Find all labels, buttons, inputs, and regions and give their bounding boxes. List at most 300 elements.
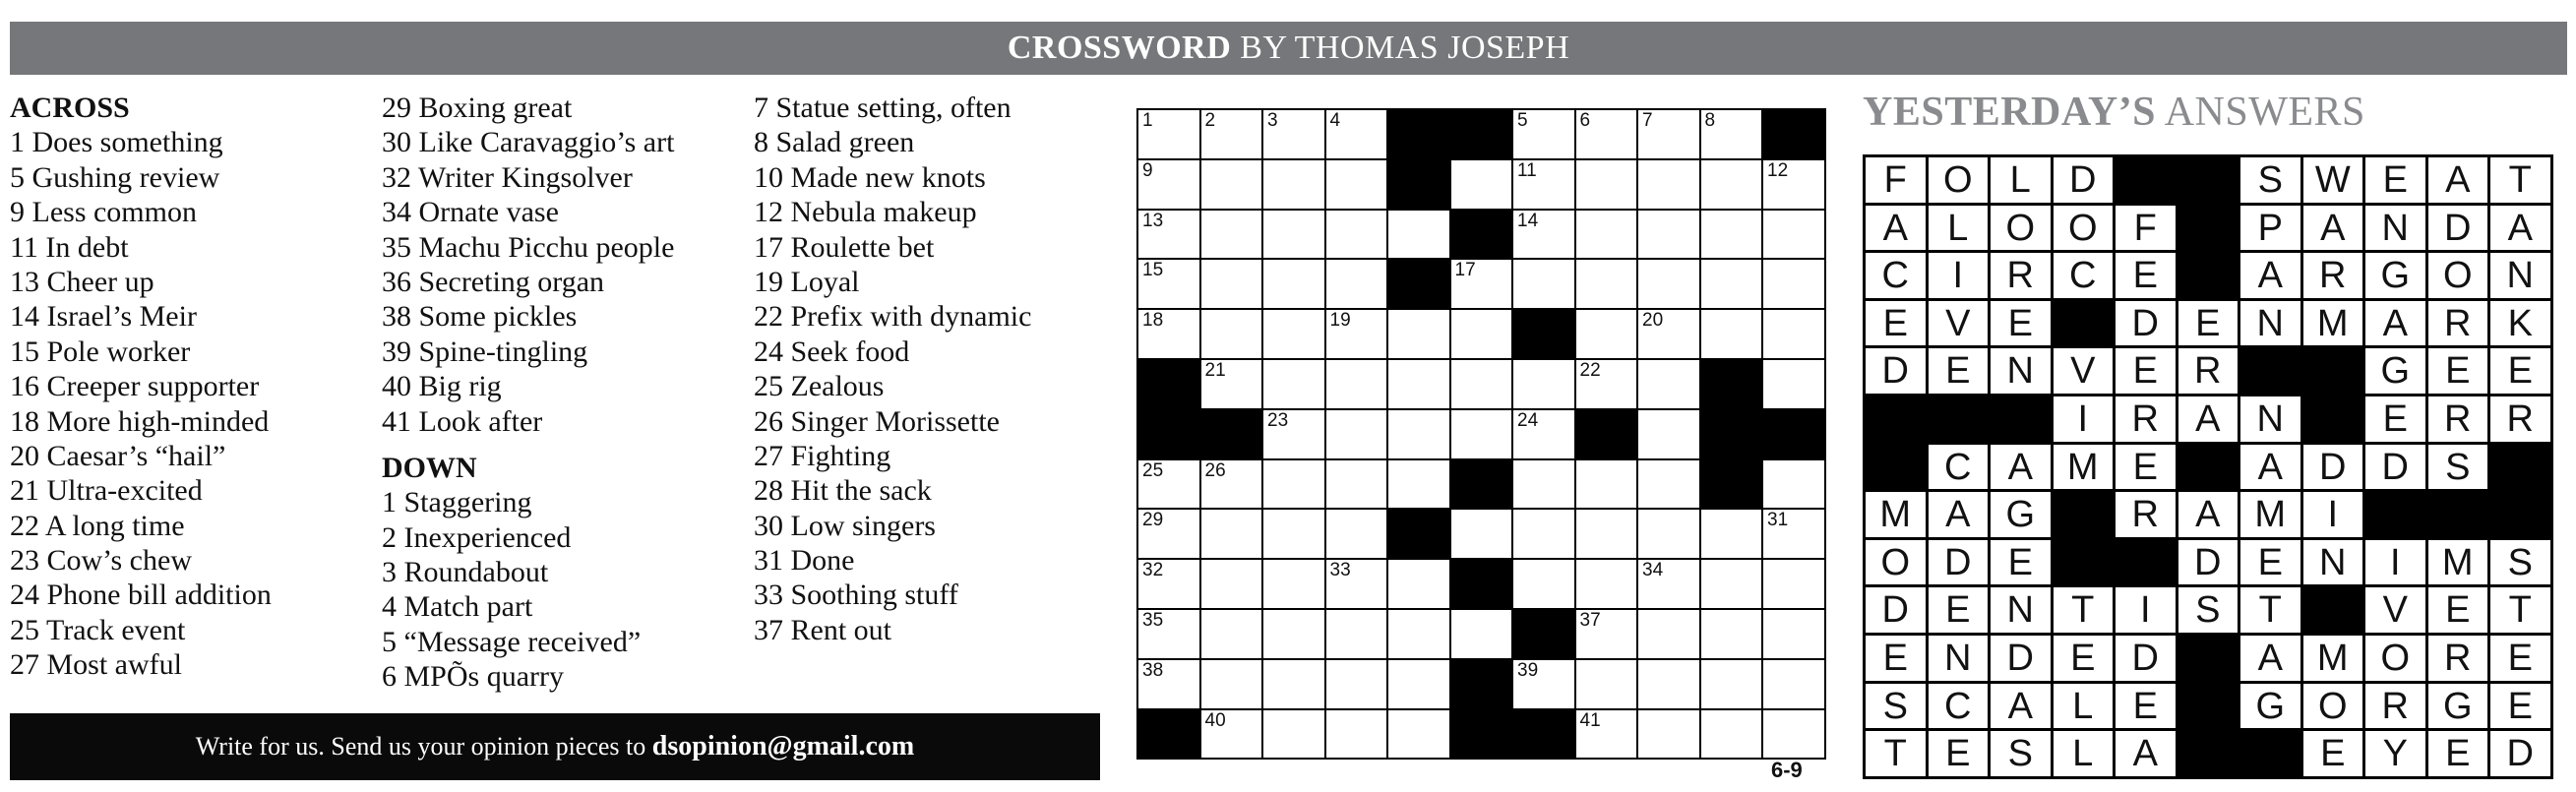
down-clue: 4 Match part bbox=[382, 590, 533, 624]
black-square bbox=[1451, 110, 1514, 160]
grid-cell[interactable] bbox=[1638, 211, 1701, 261]
grid-cell[interactable] bbox=[1263, 410, 1326, 460]
answer-letter: E bbox=[1929, 348, 1992, 396]
grid-cell[interactable] bbox=[1763, 710, 1826, 761]
clue-gap bbox=[382, 439, 674, 451]
cell-number: 3 bbox=[1267, 110, 1278, 131]
black-square bbox=[1138, 410, 1201, 460]
grid-cell[interactable] bbox=[1513, 510, 1576, 560]
grid-cell[interactable] bbox=[1763, 260, 1826, 310]
black-square bbox=[1388, 160, 1451, 211]
answer-black-square bbox=[2054, 301, 2116, 349]
grid-cell[interactable] bbox=[1513, 160, 1576, 211]
grid-cell[interactable] bbox=[1576, 110, 1639, 160]
grid-cell[interactable] bbox=[1388, 460, 1451, 511]
clues-column-3 bbox=[754, 91, 1031, 647]
down-clue: 5 “Message received” bbox=[382, 625, 642, 658]
answer-letter: L bbox=[2054, 684, 2116, 732]
cell-number: 2 bbox=[1204, 110, 1216, 131]
across-clue: 29 Boxing great bbox=[382, 91, 573, 124]
answer-letter: A bbox=[1991, 445, 2054, 493]
answer-letter: C bbox=[1929, 445, 1992, 493]
across-clue: 25 Track event bbox=[10, 613, 186, 646]
cell-number: 18 bbox=[1142, 310, 1164, 332]
down-clue: 25 Zealous bbox=[754, 370, 885, 403]
black-square bbox=[1513, 610, 1576, 660]
grid-cell[interactable] bbox=[1263, 560, 1326, 610]
answer-letter: E bbox=[2178, 301, 2241, 349]
grid-cell[interactable] bbox=[1638, 360, 1701, 410]
answer-letter: A bbox=[2116, 731, 2178, 779]
grid-cell[interactable] bbox=[1263, 160, 1326, 211]
cell-number: 39 bbox=[1517, 659, 1539, 681]
footer-email-link[interactable]: dsopinion@gmail.com bbox=[651, 731, 915, 762]
cell-number: 20 bbox=[1642, 310, 1664, 332]
cell-number: 32 bbox=[1142, 560, 1164, 581]
down-clue: 31 Done bbox=[754, 544, 855, 578]
cell-number: 13 bbox=[1142, 210, 1164, 231]
grid-cell[interactable] bbox=[1638, 110, 1701, 160]
answer-letter: E bbox=[1991, 540, 2054, 588]
across-clue: 21 Ultra-excited bbox=[10, 474, 203, 508]
grid-cell[interactable] bbox=[1201, 510, 1264, 560]
answer-letter: O bbox=[1866, 540, 1929, 588]
grid-cell[interactable] bbox=[1326, 410, 1389, 460]
grid-cell[interactable] bbox=[1576, 160, 1639, 211]
answer-letter: D bbox=[2054, 157, 2116, 206]
grid-cell[interactable] bbox=[1638, 660, 1701, 710]
across-clue: 13 Cheer up bbox=[10, 265, 154, 298]
black-square bbox=[1701, 360, 1764, 410]
answer-letter: G bbox=[2365, 253, 2428, 301]
answer-letter: G bbox=[1991, 492, 2054, 540]
down-clue: 10 Made new knots bbox=[754, 160, 986, 194]
grid-cell[interactable] bbox=[1513, 360, 1576, 410]
answer-black-square bbox=[2054, 492, 2116, 540]
answer-letter: D bbox=[2116, 301, 2178, 349]
grid-cell[interactable] bbox=[1451, 310, 1514, 360]
grid-cell[interactable] bbox=[1513, 560, 1576, 610]
across-clue: 36 Secreting organ bbox=[382, 265, 605, 298]
grid-cell[interactable] bbox=[1638, 160, 1701, 211]
cell-number: 21 bbox=[1204, 359, 1226, 381]
grid-cell[interactable] bbox=[1701, 560, 1764, 610]
down-clue: 1 Staggering bbox=[382, 486, 532, 519]
grid-cell[interactable] bbox=[1763, 360, 1826, 410]
answer-letter: N bbox=[2303, 540, 2366, 588]
down-clue: 2 Inexperienced bbox=[382, 520, 572, 554]
grid-cell[interactable] bbox=[1201, 160, 1264, 211]
answer-letter: C bbox=[2054, 253, 2116, 301]
grid-cell[interactable] bbox=[1451, 610, 1514, 660]
grid-cell[interactable] bbox=[1763, 660, 1826, 710]
grid-cell[interactable] bbox=[1138, 310, 1201, 360]
answer-letter: O bbox=[2365, 636, 2428, 684]
grid-cell[interactable] bbox=[1638, 510, 1701, 560]
cell-number: 4 bbox=[1329, 110, 1341, 131]
grid-cell[interactable] bbox=[1201, 560, 1264, 610]
black-square bbox=[1388, 110, 1451, 160]
grid-cell[interactable] bbox=[1388, 660, 1451, 710]
answer-black-square bbox=[2490, 492, 2553, 540]
answer-letter: A bbox=[1929, 492, 1992, 540]
down-clue: 17 Roulette bet bbox=[754, 230, 935, 264]
answer-letter: E bbox=[2428, 731, 2491, 779]
answer-black-square bbox=[2240, 731, 2303, 779]
answer-letter: N bbox=[1991, 587, 2054, 636]
grid-cell[interactable] bbox=[1326, 211, 1389, 261]
cell-number: 5 bbox=[1517, 110, 1528, 131]
grid-cell[interactable] bbox=[1326, 460, 1389, 511]
answer-letter: E bbox=[2054, 636, 2116, 684]
answer-black-square bbox=[2240, 348, 2303, 396]
grid-cell[interactable] bbox=[1451, 160, 1514, 211]
answer-black-square bbox=[2178, 684, 2241, 732]
grid-cell[interactable] bbox=[1513, 260, 1576, 310]
answer-black-square bbox=[2303, 348, 2366, 396]
answer-letter: E bbox=[2490, 684, 2553, 732]
grid-cell[interactable] bbox=[1201, 660, 1264, 710]
answer-letter: E bbox=[2303, 731, 2366, 779]
answer-letter: T bbox=[2490, 157, 2553, 206]
answer-letter: T bbox=[2240, 587, 2303, 636]
answer-letter: Y bbox=[2365, 731, 2428, 779]
grid-cell[interactable] bbox=[1763, 560, 1826, 610]
clues-column-2 bbox=[382, 91, 674, 695]
grid-cell[interactable] bbox=[1326, 610, 1389, 660]
answer-letter: R bbox=[2428, 636, 2491, 684]
answer-letter: A bbox=[2240, 636, 2303, 684]
answer-letter: F bbox=[1866, 157, 1929, 206]
grid-cell[interactable] bbox=[1388, 211, 1451, 261]
answer-letter: A bbox=[2428, 157, 2491, 206]
answer-letter: N bbox=[2240, 396, 2303, 445]
answer-letter: E bbox=[2428, 348, 2491, 396]
footer-text: Write for us. Send us your opinion pieces to bbox=[195, 732, 652, 761]
grid-cell[interactable] bbox=[1576, 560, 1639, 610]
answer-letter: D bbox=[1991, 636, 2054, 684]
answer-letter: R bbox=[2365, 684, 2428, 732]
grid-cell[interactable] bbox=[1326, 710, 1389, 761]
cell-number: 26 bbox=[1204, 459, 1226, 481]
grid-cell[interactable] bbox=[1763, 310, 1826, 360]
answer-letter: D bbox=[1929, 540, 1992, 588]
answer-letter: W bbox=[2303, 157, 2366, 206]
cell-number: 29 bbox=[1142, 510, 1164, 531]
grid-cell[interactable] bbox=[1638, 460, 1701, 511]
grid-cell[interactable] bbox=[1451, 360, 1514, 410]
grid-cell[interactable] bbox=[1388, 560, 1451, 610]
answer-letter: T bbox=[2490, 587, 2553, 636]
grid-cell[interactable] bbox=[1513, 110, 1576, 160]
grid-cell[interactable] bbox=[1263, 460, 1326, 511]
down-clue: 19 Loyal bbox=[754, 265, 860, 298]
grid-cell[interactable] bbox=[1263, 710, 1326, 761]
grid-cell[interactable] bbox=[1763, 211, 1826, 261]
grid-cell[interactable] bbox=[1638, 260, 1701, 310]
grid-cell[interactable] bbox=[1513, 211, 1576, 261]
answer-letter: M bbox=[2240, 492, 2303, 540]
grid-cell[interactable] bbox=[1576, 660, 1639, 710]
cell-number: 34 bbox=[1642, 560, 1664, 581]
grid-cell[interactable] bbox=[1576, 211, 1639, 261]
down-clue: 26 Singer Morissette bbox=[754, 404, 1000, 438]
grid-cell[interactable] bbox=[1701, 160, 1764, 211]
cell-number: 12 bbox=[1767, 159, 1789, 181]
answer-letter: L bbox=[1929, 206, 1992, 254]
across-clue: 35 Machu Picchu people bbox=[382, 230, 675, 264]
answer-letter: A bbox=[2178, 492, 2241, 540]
answer-letter: A bbox=[2490, 206, 2553, 254]
grid-cell[interactable] bbox=[1263, 510, 1326, 560]
grid-cell[interactable] bbox=[1326, 560, 1389, 610]
answer-letter: C bbox=[1866, 253, 1929, 301]
across-clue: 40 Big rig bbox=[382, 370, 502, 403]
answer-letter: E bbox=[1929, 587, 1992, 636]
grid-cell[interactable] bbox=[1638, 410, 1701, 460]
crossword-grid bbox=[1136, 108, 1826, 760]
answer-letter: I bbox=[2365, 540, 2428, 588]
grid-cell[interactable] bbox=[1388, 360, 1451, 410]
answer-letter: S bbox=[1866, 684, 1929, 732]
grid-cell[interactable] bbox=[1326, 510, 1389, 560]
grid-cell[interactable] bbox=[1638, 310, 1701, 360]
grid-cell[interactable] bbox=[1138, 510, 1201, 560]
answer-letter: O bbox=[1929, 157, 1992, 206]
grid-cell[interactable] bbox=[1263, 260, 1326, 310]
grid-cell[interactable] bbox=[1326, 160, 1389, 211]
answer-letter: E bbox=[2490, 348, 2553, 396]
answer-letter: E bbox=[1991, 301, 2054, 349]
banner-title: CROSSWORD bbox=[1007, 30, 1232, 66]
grid-cell[interactable] bbox=[1638, 560, 1701, 610]
grid-cell[interactable] bbox=[1263, 110, 1326, 160]
grid-cell[interactable] bbox=[1388, 310, 1451, 360]
grid-cell[interactable] bbox=[1451, 510, 1514, 560]
answers-grid bbox=[1863, 154, 2553, 779]
across-clue: 24 Phone bill addition bbox=[10, 579, 272, 612]
across-clue: 14 Israel’s Meir bbox=[10, 300, 197, 334]
answer-letter: I bbox=[2116, 587, 2178, 636]
answer-letter: O bbox=[2428, 253, 2491, 301]
grid-cell[interactable] bbox=[1138, 610, 1201, 660]
answer-letter: A bbox=[2365, 301, 2428, 349]
answer-letter: P bbox=[2240, 206, 2303, 254]
grid-cell[interactable] bbox=[1701, 710, 1764, 761]
down-heading: DOWN bbox=[382, 451, 477, 484]
grid-cell[interactable] bbox=[1138, 260, 1201, 310]
answer-letter: E bbox=[2116, 348, 2178, 396]
grid-cell[interactable] bbox=[1388, 610, 1451, 660]
grid-cell[interactable] bbox=[1763, 510, 1826, 560]
across-heading: ACROSS bbox=[10, 91, 130, 124]
grid-cell[interactable] bbox=[1326, 660, 1389, 710]
answer-letter: D bbox=[2116, 636, 2178, 684]
answer-letter: E bbox=[2428, 587, 2491, 636]
grid-cell[interactable] bbox=[1576, 710, 1639, 761]
grid-cell[interactable] bbox=[1201, 460, 1264, 511]
grid-cell[interactable] bbox=[1638, 710, 1701, 761]
grid-cell[interactable] bbox=[1201, 360, 1264, 410]
answer-black-square bbox=[2178, 445, 2241, 493]
grid-cell[interactable] bbox=[1201, 710, 1264, 761]
grid-cell[interactable] bbox=[1138, 211, 1201, 261]
answer-letter: R bbox=[2178, 348, 2241, 396]
across-clue: 20 Caesar’s “hail” bbox=[10, 439, 226, 472]
grid-cell[interactable] bbox=[1576, 610, 1639, 660]
answer-letter: A bbox=[1866, 206, 1929, 254]
grid-cell[interactable] bbox=[1701, 310, 1764, 360]
answer-letter: A bbox=[2303, 206, 2366, 254]
answer-letter: M bbox=[1866, 492, 1929, 540]
crossword-banner bbox=[10, 22, 2567, 75]
across-clue: 27 Most awful bbox=[10, 648, 182, 682]
across-clue: 15 Pole worker bbox=[10, 335, 191, 368]
grid-cell[interactable] bbox=[1701, 260, 1764, 310]
grid-cell[interactable] bbox=[1701, 510, 1764, 560]
grid-cell[interactable] bbox=[1451, 260, 1514, 310]
answer-letter: E bbox=[2116, 684, 2178, 732]
grid-cell[interactable] bbox=[1513, 460, 1576, 511]
answer-letter: A bbox=[1991, 684, 2054, 732]
black-square bbox=[1513, 310, 1576, 360]
grid-cell[interactable] bbox=[1201, 610, 1264, 660]
grid-cell[interactable] bbox=[1763, 610, 1826, 660]
black-square bbox=[1138, 360, 1201, 410]
cell-number: 19 bbox=[1329, 310, 1351, 332]
answer-letter: S bbox=[2428, 445, 2491, 493]
across-clue: 16 Creeper supporter bbox=[10, 370, 260, 403]
answer-black-square bbox=[2054, 540, 2116, 588]
answer-letter: E bbox=[1866, 636, 1929, 684]
grid-cell[interactable] bbox=[1263, 360, 1326, 410]
answer-black-square bbox=[2178, 206, 2241, 254]
grid-cell[interactable] bbox=[1701, 610, 1764, 660]
grid-cell[interactable] bbox=[1263, 660, 1326, 710]
grid-cell[interactable] bbox=[1451, 410, 1514, 460]
grid-cell[interactable] bbox=[1576, 460, 1639, 511]
down-clue: 12 Nebula makeup bbox=[754, 196, 977, 229]
answer-letter: S bbox=[2178, 587, 2241, 636]
grid-cell[interactable] bbox=[1138, 460, 1201, 511]
answer-letter: D bbox=[2490, 731, 2553, 779]
cell-number: 9 bbox=[1142, 159, 1153, 181]
grid-cell[interactable] bbox=[1201, 260, 1264, 310]
answer-letter: A bbox=[2178, 396, 2241, 445]
answer-letter: M bbox=[2303, 301, 2366, 349]
answer-letter: T bbox=[1866, 731, 1929, 779]
answer-letter: E bbox=[2490, 636, 2553, 684]
grid-cell[interactable] bbox=[1201, 211, 1264, 261]
answer-black-square bbox=[2303, 587, 2366, 636]
grid-cell[interactable] bbox=[1138, 160, 1201, 211]
grid-cell[interactable] bbox=[1326, 310, 1389, 360]
answer-letter: E bbox=[1929, 731, 1992, 779]
banner-byline: BY THOMAS JOSEPH bbox=[1231, 30, 1570, 66]
answer-letter: M bbox=[2428, 540, 2491, 588]
black-square bbox=[1513, 710, 1576, 761]
down-clue: 37 Rent out bbox=[754, 613, 891, 646]
answer-letter: E bbox=[1866, 301, 1929, 349]
grid-cell[interactable] bbox=[1388, 710, 1451, 761]
black-square bbox=[1451, 660, 1514, 710]
answer-letter: D bbox=[2365, 445, 2428, 493]
grid-cell[interactable] bbox=[1576, 260, 1639, 310]
answer-letter: A bbox=[2240, 253, 2303, 301]
answer-black-square bbox=[2428, 492, 2491, 540]
answer-letter: I bbox=[1929, 253, 1992, 301]
grid-cell[interactable] bbox=[1388, 410, 1451, 460]
answer-letter: N bbox=[2240, 301, 2303, 349]
answer-black-square bbox=[2303, 396, 2366, 445]
grid-cell[interactable] bbox=[1701, 211, 1764, 261]
answer-letter: G bbox=[2428, 684, 2491, 732]
answer-letter: D bbox=[1866, 587, 1929, 636]
grid-cell[interactable] bbox=[1701, 660, 1764, 710]
answer-letter: T bbox=[2054, 587, 2116, 636]
grid-cell[interactable] bbox=[1201, 110, 1264, 160]
puzzle-id: 6-9 bbox=[1771, 758, 1803, 782]
grid-cell[interactable] bbox=[1138, 660, 1201, 710]
black-square bbox=[1388, 260, 1451, 310]
grid-cell[interactable] bbox=[1763, 460, 1826, 511]
answer-letter: R bbox=[2116, 396, 2178, 445]
grid-cell[interactable] bbox=[1576, 310, 1639, 360]
cell-number: 23 bbox=[1267, 409, 1289, 431]
down-clue: 33 Soothing stuff bbox=[754, 579, 958, 612]
down-clue: 7 Statue setting, often bbox=[754, 91, 1012, 124]
black-square bbox=[1451, 460, 1514, 511]
answer-letter: O bbox=[1991, 206, 2054, 254]
cell-number: 6 bbox=[1579, 110, 1591, 131]
cell-number: 17 bbox=[1454, 260, 1476, 281]
grid-cell[interactable] bbox=[1263, 610, 1326, 660]
answer-letter: D bbox=[2428, 206, 2491, 254]
across-clue: 34 Ornate vase bbox=[382, 196, 559, 229]
answer-letter: E bbox=[2365, 157, 2428, 206]
grid-cell[interactable] bbox=[1638, 610, 1701, 660]
grid-cell[interactable] bbox=[1763, 160, 1826, 211]
grid-cell[interactable] bbox=[1513, 660, 1576, 710]
cell-number: 37 bbox=[1579, 609, 1601, 631]
answer-letter: D bbox=[1866, 348, 1929, 396]
answer-letter: S bbox=[1991, 731, 2054, 779]
down-clue: 8 Salad green bbox=[754, 126, 915, 159]
grid-cell[interactable] bbox=[1576, 360, 1639, 410]
grid-cell[interactable] bbox=[1138, 110, 1201, 160]
cell-number: 11 bbox=[1517, 159, 1537, 181]
answer-black-square bbox=[2365, 492, 2428, 540]
grid-cell[interactable] bbox=[1576, 510, 1639, 560]
grid-cell[interactable] bbox=[1701, 110, 1764, 160]
grid-cell[interactable] bbox=[1263, 211, 1326, 261]
answer-letter: O bbox=[2303, 684, 2366, 732]
across-clue: 18 More high-minded bbox=[10, 404, 270, 438]
grid-cell[interactable] bbox=[1326, 360, 1389, 410]
grid-cell[interactable] bbox=[1326, 260, 1389, 310]
grid-cell[interactable] bbox=[1201, 310, 1264, 360]
grid-cell[interactable] bbox=[1263, 310, 1326, 360]
answers-title-rest: ANSWERS bbox=[2156, 90, 2365, 135]
grid-cell[interactable] bbox=[1138, 560, 1201, 610]
grid-cell[interactable] bbox=[1513, 410, 1576, 460]
cell-number: 35 bbox=[1142, 609, 1164, 631]
grid-cell[interactable] bbox=[1326, 110, 1389, 160]
black-square bbox=[1451, 710, 1514, 761]
answer-letter: V bbox=[2365, 587, 2428, 636]
answer-letter: E bbox=[2116, 445, 2178, 493]
black-square bbox=[1451, 211, 1514, 261]
